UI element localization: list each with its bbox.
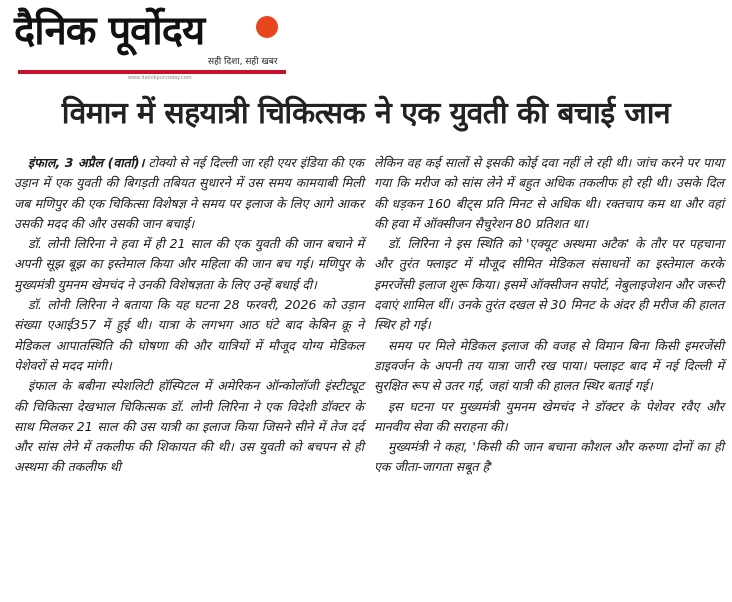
article-paragraph: डॉ. लोनी लिरिना ने हवा में ही 21 साल की एक युवती की जान बचाने में अपनी सूझ बूझ का इस्तेमाल किया और महिला की जान बच गई। मणिपुर के मुख्यमंत्री युमनम खेमचंद ने उनकी विशेषज्ञता के लिए उन्हें बधाई दी। <box>14 236 364 292</box>
article-headline: विमान में सहयात्री चिकित्सक ने एक युवती की बचाई जान <box>61 96 671 131</box>
article-paragraph: डॉ. लोनी लिरिना ने बताया कि यह घटना 28 फरवरी, 2026 को उड़ान संख्या एआई357 में हुई थी। यात्रा के लगभग आठ घंटे बाद केबिन क्रू ने मेडिकल आपातस्थिति की घोषणा की और यात्रियों में मौजूद योग्य मेडिकल पेशेवरों से मदद मांगी। <box>14 297 364 373</box>
article-column-left <box>14 153 364 478</box>
masthead <box>8 4 288 81</box>
sun-icon <box>256 16 278 38</box>
masthead-tagline: सही दिशा, सही खबर <box>208 57 278 67</box>
article-paragraph: समय पर मिले मेडिकल इलाज की वजह से विमान बिना किसी इमरजेंसी डाइवर्जन के अपनी तय यात्रा जारी रख पाया। फ्लाइट बाद में नई दिल्ली में सुरक्षित रूप से उतर गई, जहां यात्री की हालत स्थिर बताई गई। <box>374 337 724 394</box>
paragraph-text: टोक्यो से नई दिल्ली जा रही एयर इंडिया की एक उड़ान में एक युवती की बिगड़ती तबियत सुधारने में उस समय कामयाबी मिली जब मणिपुर की एक चिकित्सा विशेषज्ञ ने समय पर इलाज के लिए आगे आकर उसकी मदद की और उसकी जान बचाई। <box>14 155 365 231</box>
newspaper-logo: दैनिक पूर्वोदय <box>14 8 205 54</box>
dateline: इंफाल, 3 अप्रैल (वार्ता)। <box>28 155 145 170</box>
article-paragraph: लेकिन वह कई सालों से इसकी कोई दवा नहीं ले रही थी। जांच करने पर पाया गया कि मरीज को सांस लेने में बहुत अधिक तकलीफ हो रही थी। उसके दिल की धड़कन 160 बीट्स प्रति मिनट से अधिक थी। रक्तचाप कम था और वहां की हवा में ऑक्सीजन सैचुरेशन 80 प्रतिशत था। <box>374 155 724 231</box>
article-paragraph: मुख्यमंत्री ने कहा, 'किसी की जान बचाना कौशल और करुणा दोनों का ही एक जीता-जागता सबूत है' <box>374 439 724 475</box>
masthead-rule <box>18 70 286 74</box>
article-column-right <box>374 153 724 478</box>
article-paragraph <box>14 153 364 234</box>
article-paragraph: इस घटना पर मुख्यमंत्री युमनम खेमचंद ने डॉक्टर के पेशेवर रवैए और मानवीय सेवा की सराहना की। <box>374 398 724 434</box>
masthead-url: www.dainikpurvoday.com <box>128 75 192 81</box>
article-paragraph: इंफाल के बबीना स्पेशलिटी हॉस्पिटल में अमेरिकन ऑन्कोलॉजी इंस्टीट्यूट की चिकित्सा देखभाल चिकित्सक डॉ. लोनी लिरिना ने एक विदेशी डॉक्टर के साथ मिलकर 21 साल की उस यात्री का इलाज किया जिसने सीने में तेज दर्द और सांस लेने में तकलीफ की शिकायत की थी। उस युवती को बचपन से ही अस्थमा की तकलीफ थी <box>14 378 364 475</box>
article-paragraph: डॉ. लिरिना ने इस स्थिति को 'एक्यूट अस्थमा अटैक' के तौर पर पहचाना और तुरंत फ्लाइट में मौजूद सीमित मेडिकल संसाधनों का इस्तेमाल करके इमरजेंसी इलाज शुरू किया। इसमें ऑक्सीजन सपोर्ट, नेबुलाइजेशन और जरूरी दवाएं शामिल थीं। उनके तुरंत दखल से 30 मिनट के अंदर ही मरीज की हालत स्थिर हो गई। <box>374 236 724 333</box>
